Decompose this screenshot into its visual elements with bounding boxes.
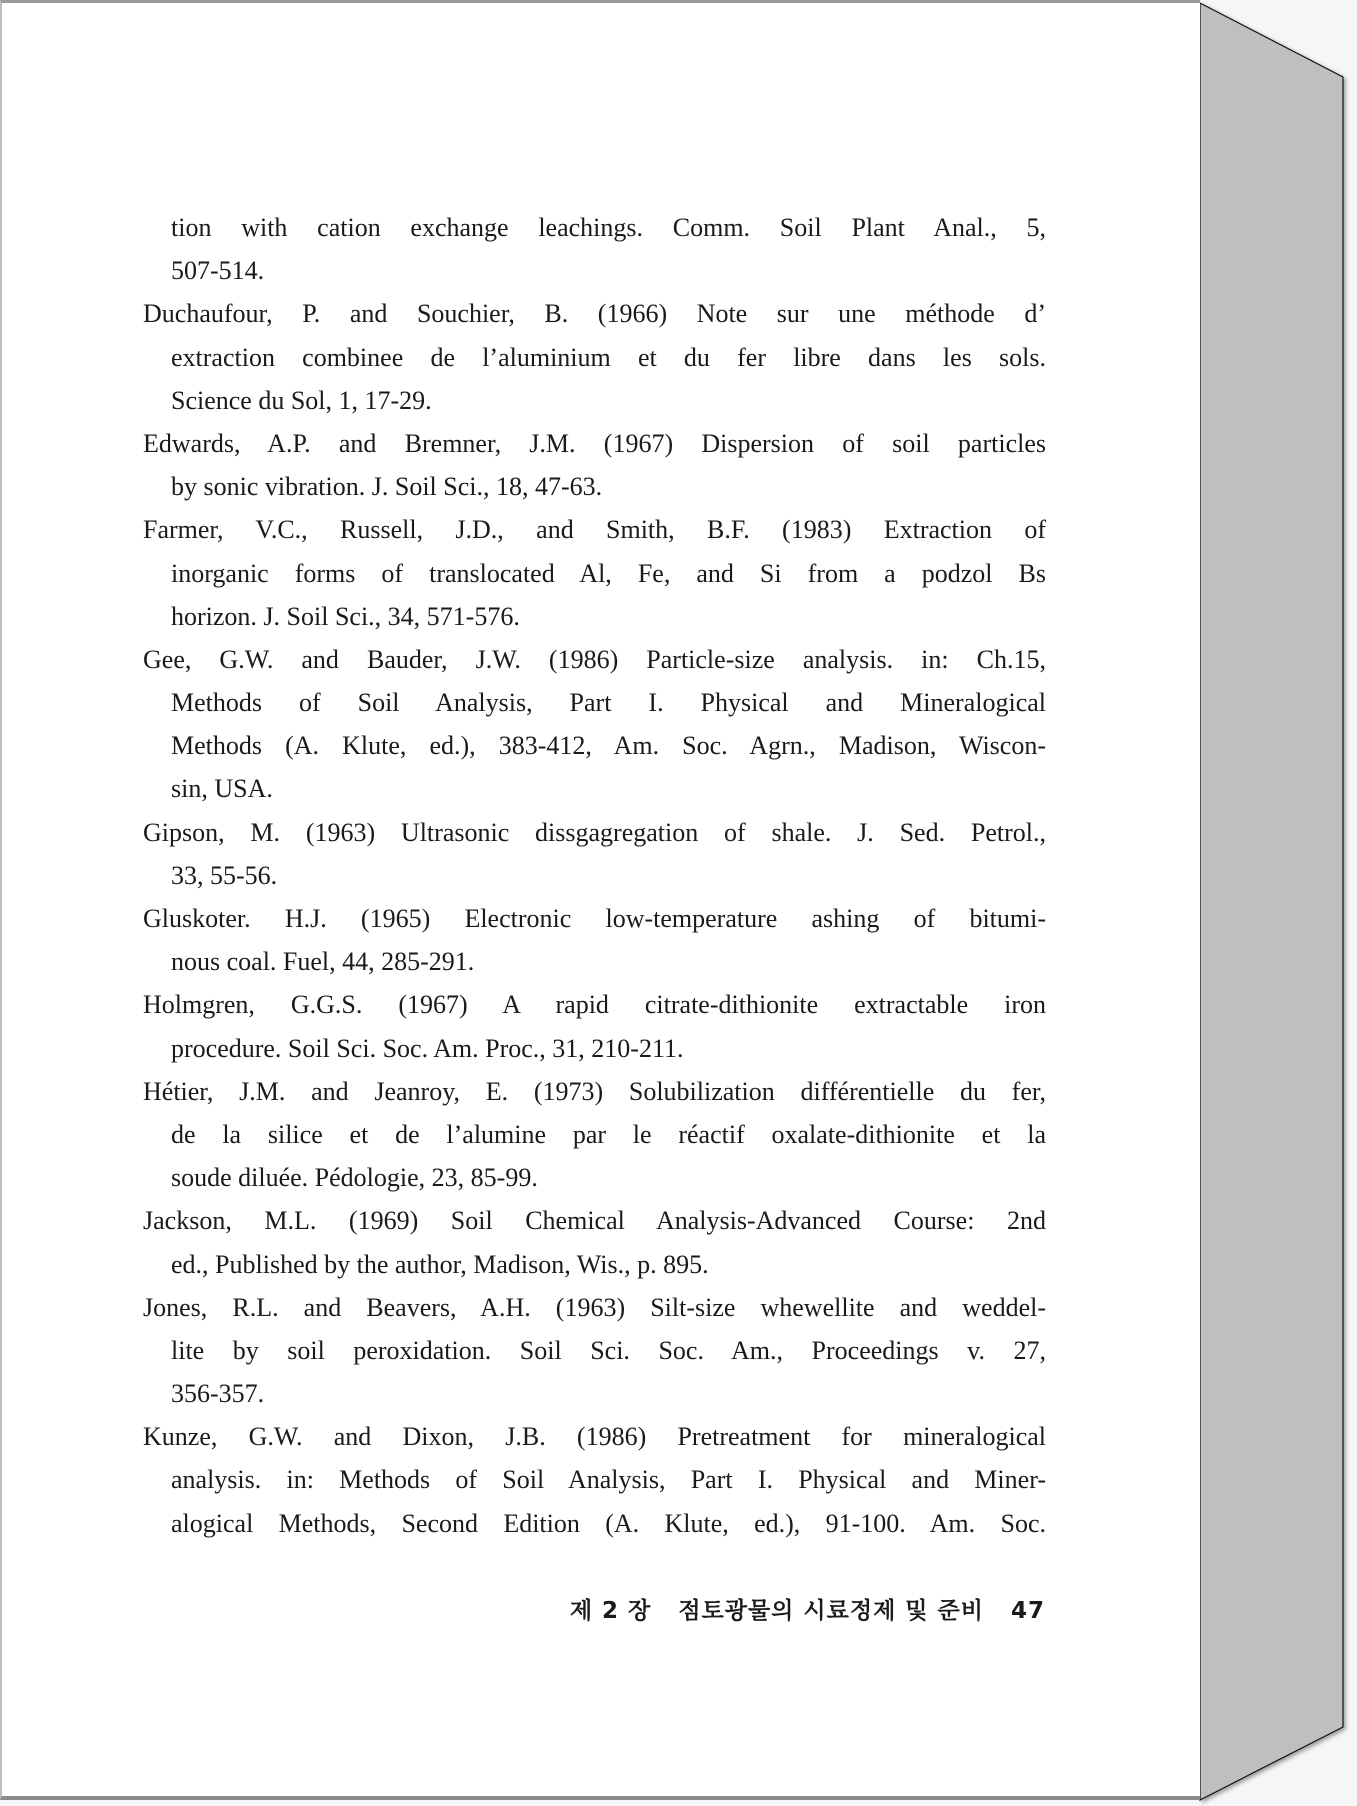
reference-line: 356-357. [171,1379,265,1409]
reference-entry [143,508,1046,638]
reference-line: sin, USA. [171,774,273,804]
reference-line: Jones, R.L. and Beavers, A.H. (1963) Silt-size whewellite and weddel- [143,1292,1046,1322]
reference-line: Edwards, A.P. and Bremner, J.M. (1967) Dispersion of soil particles [143,428,1046,458]
reference-list [143,206,1046,1545]
page-footer [540,1592,1045,1625]
reference-line: 507-514. [171,256,265,286]
reference-line: ed., Published by the author, Madison, Wis., p. 895. [171,1249,709,1279]
reference-line: Hétier, J.M. and Jeanroy, E. (1973) Solubilization différentielle du fer, [143,1076,1046,1106]
reference-line: alogical Methods, Second Edition (A. Klute, ed.), 91-100. Am. Soc. [171,1508,1046,1538]
reference-line: inorganic forms of translocated Al, Fe, and Si from a podzol Bs [171,558,1046,588]
reference-line: Science du Sol, 1, 17-29. [171,385,432,415]
reference-line: 33, 55-56. [171,860,278,890]
reference-line: lite by soil peroxidation. Soil Sci. Soc. Am., Proceedings v. 27, [171,1335,1046,1365]
reference-entry [143,811,1046,897]
reference-line: soude diluée. Pédologie, 23, 85-99. [171,1163,538,1193]
reference-entry [143,206,1046,292]
reference-entry [143,1199,1046,1285]
reference-entry [143,897,1046,983]
reference-entry [143,1286,1046,1416]
reference-line: Jackson, M.L. (1969) Soil Chemical Analysis-Advanced Course: 2nd [143,1206,1046,1236]
footer-chapter: 제 2 장 [569,1598,652,1624]
reference-line: analysis. in: Methods of Soil Analysis, Part I. Physical and Miner- [171,1465,1046,1495]
page-number: 47 [1010,1598,1045,1624]
reference-entry [143,638,1046,811]
reference-line: Methods of Soil Analysis, Part I. Physical and Mineralogical [171,688,1046,718]
reference-entry [143,292,1046,422]
reference-line: by sonic vibration. J. Soil Sci., 18, 47-63. [171,472,603,502]
reference-entry [143,1070,1046,1200]
reference-entry [143,422,1046,508]
reference-line: Methods (A. Klute, ed.), 383-412, Am. Soc. Agrn., Madison, Wiscon- [171,731,1046,761]
reference-line: horizon. J. Soil Sci., 34, 571-576. [171,601,520,631]
reference-line: de la silice et de l’alumine par le réactif oxalate-dithionite et la [171,1119,1046,1149]
reference-entry [143,1415,1046,1545]
reference-entry [143,983,1046,1069]
reference-line: Duchaufour, P. and Souchier, B. (1966) Note sur une méthode d’ [143,299,1046,329]
reference-line: procedure. Soil Sci. Soc. Am. Proc., 31, 210-211. [171,1033,684,1063]
reference-line: tion with cation exchange leachings. Comm. Soil Plant Anal., 5, [171,213,1046,242]
reference-line: Gee, G.W. and Bauder, J.W. (1986) Particle-size analysis. in: Ch.15, [143,644,1046,674]
reference-line: extraction combinee de l’aluminium et du fer libre dans les sols. [171,342,1046,372]
reference-line: Farmer, V.C., Russell, J.D., and Smith, B.F. (1983) Extraction of [143,515,1046,545]
footer-chapter-title: 점토광물의 시료정제 및 준비 [678,1598,984,1624]
reference-line: Kunze, G.W. and Dixon, J.B. (1986) Pretreatment for mineralogical [143,1422,1046,1452]
reference-line: Gluskoter. H.J. (1965) Electronic low-temperature ashing of bitumi- [143,904,1046,933]
reference-line: nous coal. Fuel, 44, 285-291. [171,947,475,977]
reference-line: Gipson, M. (1963) Ultrasonic dissgagregation of shale. J. Sed. Petrol., [143,817,1046,847]
reference-line: Holmgren, G.G.S. (1967) A rapid citrate-dithionite extractable iron [143,990,1046,1020]
